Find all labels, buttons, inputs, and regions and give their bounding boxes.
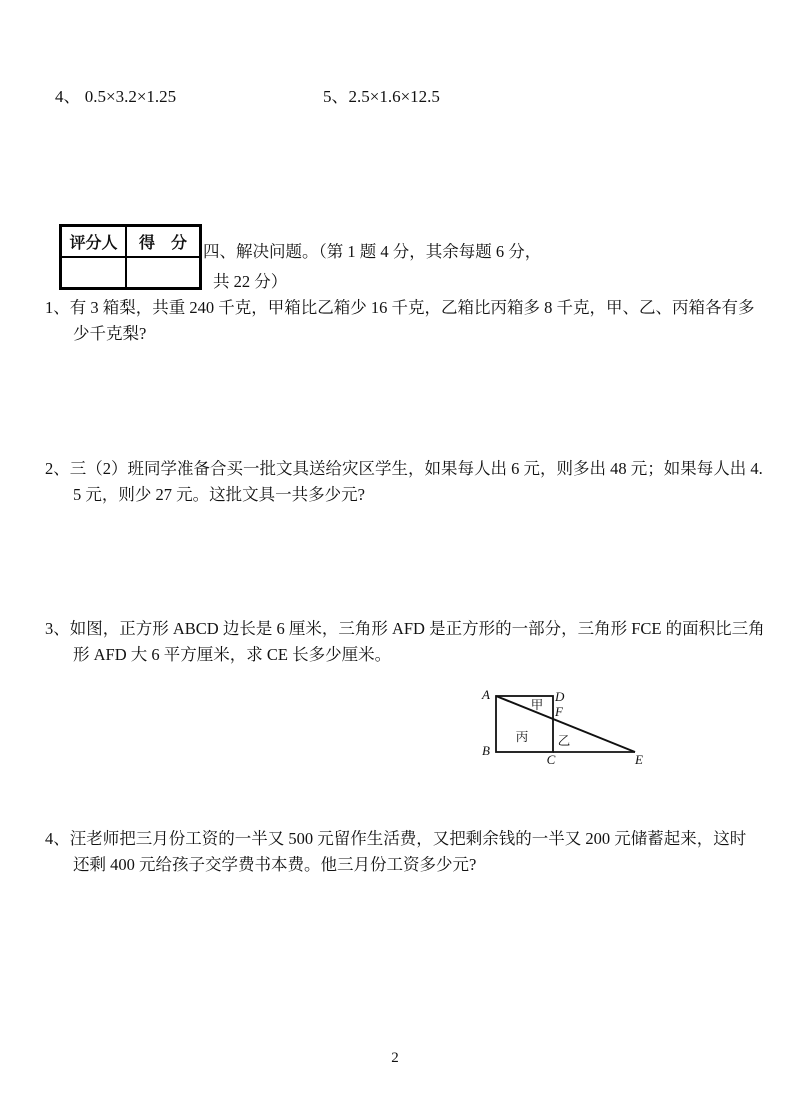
problem-2-line2: 5 元，则少 27 元。这批文具一共多少元?	[73, 485, 365, 504]
problem-4-line2: 还剩 400 元给孩子交学费书本费。他三月份工资多少元?	[73, 855, 477, 874]
problem-3-line2: 形 AFD 大 6 平方厘米，求 CE 长多少厘米。	[73, 645, 392, 664]
word-problem-4	[45, 826, 760, 878]
problem-2-line1: 2、三（2）班同学准备合买一批文具送给灾区学生，如果每人出 6 元，则多出 48 元；如果每人出 4.	[45, 459, 763, 478]
region-label-jia: 甲	[530, 698, 544, 712]
word-problem-3	[45, 616, 765, 668]
score-table-header-score: 得 分	[126, 226, 201, 257]
point-label-a: A	[482, 687, 490, 702]
score-table-cell-score	[126, 257, 201, 289]
problem-1-line2: 少千克梨?	[73, 324, 147, 343]
problem-1-line1: 1、有 3 箱梨，共重 240 千克，甲箱比乙箱少 16 千克，乙箱比丙箱多 8 千克，甲、乙、丙箱各有多	[45, 298, 755, 317]
word-problem-1	[45, 295, 760, 347]
section-title-line1: 四、解决问题。（第 1 题 4 分，其余每题 6 分，	[203, 242, 542, 261]
problem-3-line1: 3、如图，正方形 ABCD 边长是 6 厘米，三角形 AFD 是正方形的一部分，三角形 FCE 的面积比三角	[45, 619, 765, 638]
region-label-yi: 乙	[557, 734, 571, 748]
calc-problem-5: 5、2.5×1.6×12.5	[323, 87, 440, 106]
section-title	[203, 237, 541, 297]
region-label-bing: 丙	[515, 730, 529, 744]
score-table-header-grader: 评分人	[61, 226, 127, 257]
calc-problem-4: 4、 0.5×3.2×1.25	[55, 87, 177, 106]
score-table-cell-grader	[61, 257, 127, 289]
score-table	[59, 224, 202, 290]
section-title-line2: 共 22 分）	[213, 272, 288, 291]
word-problem-2	[45, 456, 763, 508]
point-label-d: D	[555, 689, 565, 704]
geometry-figure	[475, 678, 655, 773]
point-label-f: F	[555, 704, 563, 719]
page-number: 2	[391, 1050, 399, 1066]
point-label-b: B	[482, 743, 490, 758]
point-label-c: C	[546, 752, 556, 767]
point-label-e: E	[635, 752, 643, 767]
problem-4-line1: 4、汪老师把三月份工资的一半又 500 元留作生活费，又把剩余钱的一半又 200 元储蓄起来，这时	[45, 829, 747, 848]
